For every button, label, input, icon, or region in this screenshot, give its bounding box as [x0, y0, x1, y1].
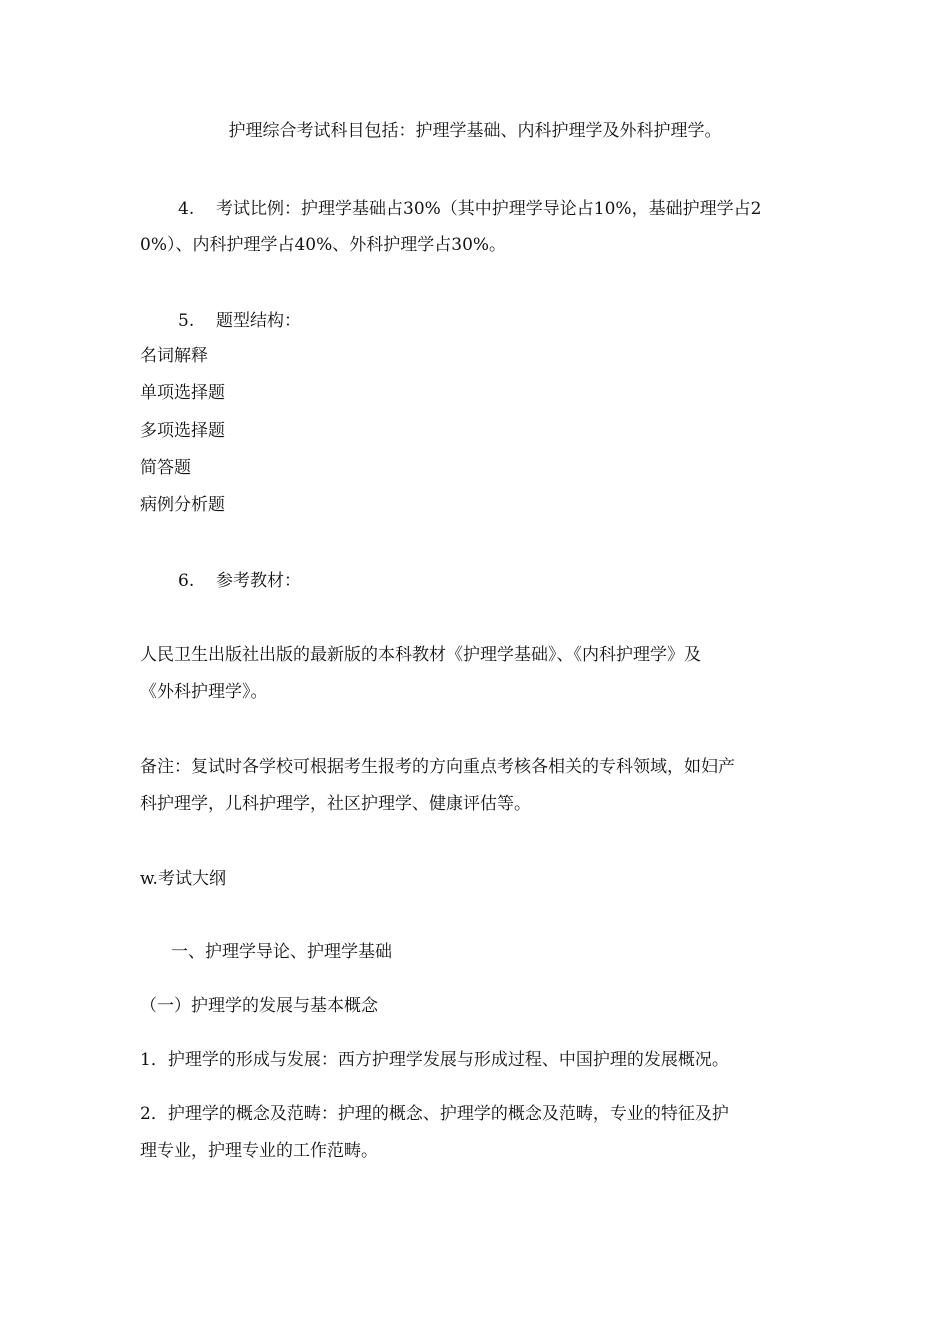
point-2-line-2: 理专业，护理专业的工作范畴。: [140, 1141, 378, 1161]
part-1-heading: 一、护理学导论、护理学基础: [171, 942, 392, 962]
question-type-item: 简答题: [140, 458, 191, 478]
point-2-line-1: 2．护理学的概念及范畴：护理的概念、护理学的概念及范畴，专业的特征及护: [140, 1104, 729, 1124]
section-6-number: 6.: [178, 571, 195, 591]
question-type-item: 名词解释: [140, 346, 208, 366]
outline-heading: w.考试大纲: [140, 869, 226, 889]
section-5-number: 5.: [178, 311, 195, 331]
section-4-text: 考试比例：护理学基础占30%（其中护理学导论占10%，基础护理学占2: [216, 199, 762, 219]
section-4-line-1: [178, 199, 761, 219]
intro-line: 护理综合考试科目包括：护理学基础、内科护理学及外科护理学。: [228, 121, 722, 141]
point-1: 1．护理学的形成与发展：西方护理学发展与形成过程、中国护理的发展概况。: [140, 1050, 729, 1070]
section-6-heading: [178, 571, 301, 591]
section-5-title: 题型结构：: [216, 311, 301, 331]
question-type-item: 病例分析题: [140, 495, 225, 515]
question-type-item: 单项选择题: [140, 383, 225, 403]
textbook-line-2: 《外科护理学》。: [140, 682, 268, 702]
note-line-1: 备注：复试时各学校可根据考生报考的方向重点考核各相关的专科领域，如妇产: [140, 757, 735, 777]
section-6-title: 参考教材：: [216, 571, 301, 591]
section-4-number: 4.: [178, 199, 195, 219]
note-line-2: 科护理学，儿科护理学，社区护理学、健康评估等。: [140, 794, 531, 814]
chapter-1-heading: （一）护理学的发展与基本概念: [140, 996, 378, 1016]
section-4-line-2: 0%）、内科护理学占40%、外科护理学占30%。: [140, 235, 507, 255]
question-type-item: 多项选择题: [140, 421, 225, 441]
section-5-heading: [178, 311, 301, 331]
textbook-line-1: 人民卫生出版社出版的最新版的本科教材《护理学基础》、《内科护理学》及: [140, 645, 701, 665]
